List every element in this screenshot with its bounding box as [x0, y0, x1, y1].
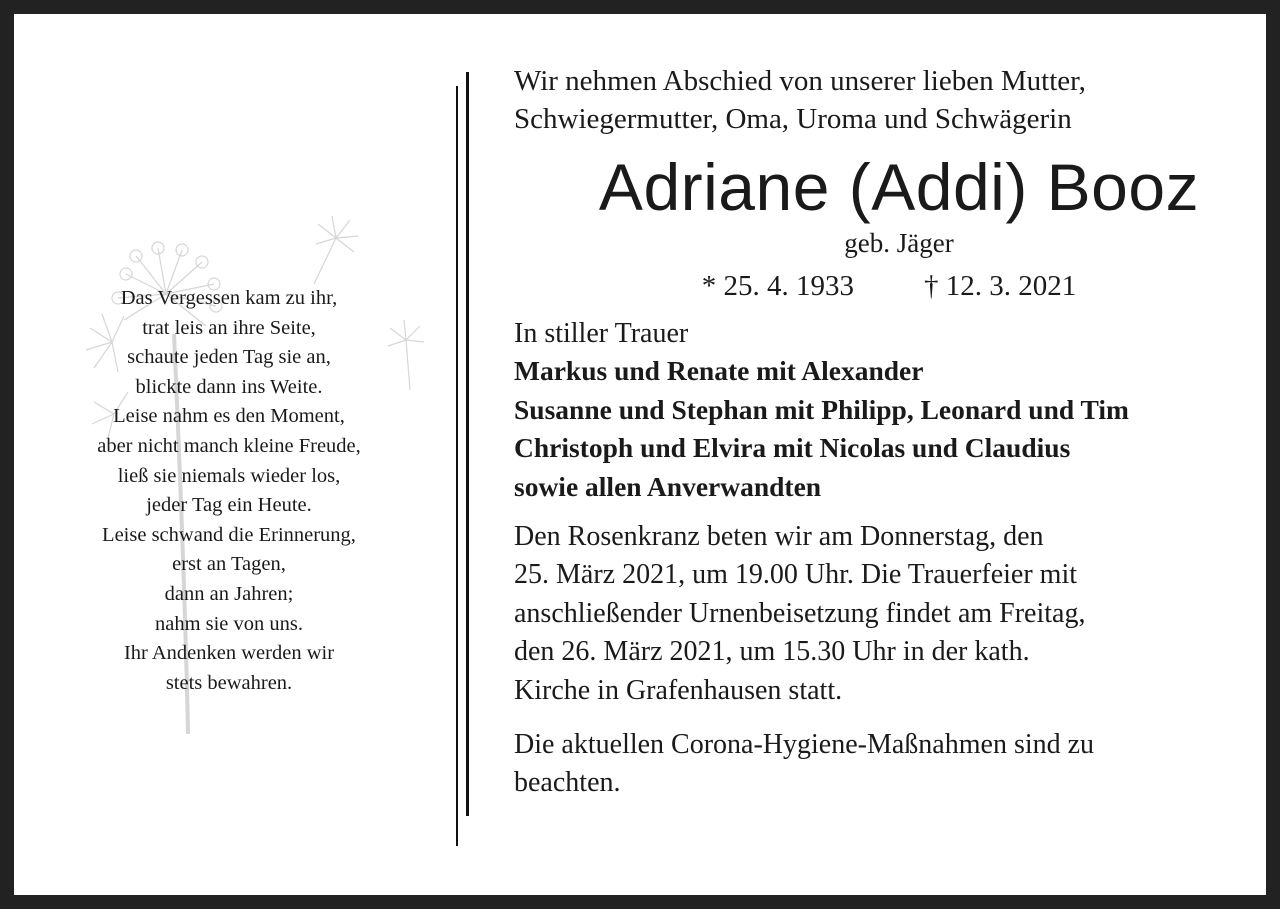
family-line: sowie allen Anverwandten: [514, 470, 822, 502]
poem-line: schaute jeden Tag sie an,: [127, 346, 331, 369]
obituary-card: [14, 14, 1266, 895]
poem-line: Leise schwand die Erinnerung,: [102, 523, 356, 546]
info-line: anschließender Urnenbeisetzung findet am Freitag,: [514, 597, 1086, 629]
family-list: [514, 352, 1244, 506]
poem-line: Leise nahm es den Moment,: [113, 405, 345, 428]
intro-line: Wir nehmen Abschied von unserer lieben Mutter,: [514, 65, 1086, 97]
poem-line: erst an Tagen,: [172, 553, 286, 576]
family-line: Christoph und Elvira mit Nicolas und Claudius: [514, 432, 1071, 463]
divider-line-thin: [456, 86, 458, 846]
poem-text: [54, 284, 404, 698]
info-line: Den Rosenkranz beten wir am Donnerstag, den: [514, 521, 1044, 552]
intro-text: [514, 62, 1244, 138]
info-line: Kirche in Grafenhausen statt.: [514, 674, 843, 706]
life-dates: [514, 266, 1244, 306]
birth-name: geb. Jäger: [844, 228, 954, 258]
hygiene-note: [514, 726, 1244, 803]
intro-line: Schwiegermutter, Oma, Uroma und Schwägerin: [514, 103, 1072, 135]
info-line: 25. März 2021, um 19.00 Uhr. Die Trauerfeier mit: [514, 559, 1078, 591]
note-line: Die aktuellen Corona-Hygiene-Maßnahmen sind zu: [514, 729, 1095, 761]
poem-line: Das Vergessen kam zu ihr,: [120, 287, 338, 309]
notice-panel: [514, 62, 1244, 803]
birth-date: * 25. 4. 1933: [701, 270, 854, 302]
poem-line: blickte dann ins Weite.: [135, 375, 323, 398]
poem-line: aber nicht manch kleine Freude,: [97, 434, 361, 457]
service-info: [514, 518, 1244, 710]
poem-panel: [54, 214, 434, 754]
poem-line: ließ sie niemals wieder los,: [117, 464, 341, 487]
mourning-heading: In stiller Trauer: [514, 318, 689, 349]
poem-line: trat leis an ihre Seite,: [142, 316, 316, 339]
info-line: den 26. März 2021, um 15.30 Uhr in der kath.: [514, 636, 1030, 668]
poem-line: jeder Tag ein Heute.: [146, 494, 312, 517]
poem-line: stets bewahren.: [165, 671, 293, 694]
death-date: † 12. 3. 2021: [924, 270, 1077, 302]
family-line: Markus und Renate mit Alexander: [514, 355, 924, 386]
deceased-name: Adriane (Addi) Booz: [598, 150, 1200, 224]
poem-line: nahm sie von uns.: [154, 612, 304, 635]
poem-line: dann an Jahren;: [164, 582, 294, 605]
poem-line: Ihr Andenken werden wir: [123, 642, 335, 665]
family-line: Susanne und Stephan mit Philipp, Leonard und Tim: [514, 393, 1129, 425]
note-line: beachten.: [514, 767, 621, 799]
divider-line-thick: [466, 72, 469, 816]
